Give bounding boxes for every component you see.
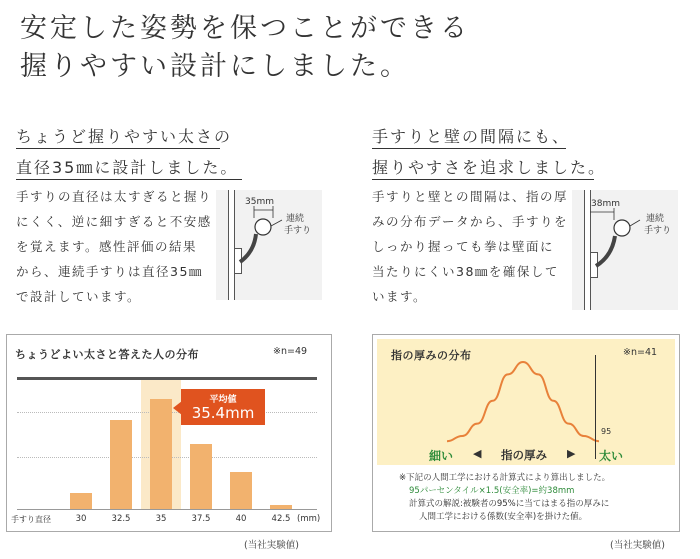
left-dimension-label: 35mm xyxy=(245,197,274,207)
right-underline-2 xyxy=(372,179,594,180)
average-value: 35.4mm xyxy=(191,404,255,422)
distribution-curve xyxy=(447,362,599,441)
right-credit: (当社実験値) xyxy=(610,540,665,551)
chart-title: ちょうどよい太さと答えた人の分布 xyxy=(15,348,199,361)
left-body-line: から、連続手すりは直径35㎜ xyxy=(16,264,203,279)
left-subheading-1: ちょうど握りやすい太さの xyxy=(16,127,233,146)
axis-label: 指の厚み xyxy=(501,448,547,462)
formula-note-1: ※下記の人間工学における計算式により算出しました。 xyxy=(399,473,611,483)
left-handrail-label-1: 連続 xyxy=(286,214,305,224)
headline-line2: 握りやすい設計にしました。 xyxy=(20,51,410,82)
formula-note-4: 人間工学における係数(安全率)を掛けた値。 xyxy=(419,512,588,522)
right-arrow-icon: ▶ xyxy=(567,447,576,460)
sample-size-label: ※n=41 xyxy=(623,347,658,358)
left-handrail-figure xyxy=(216,190,322,300)
right-subheading-1: 手すりと壁の間隔にも、 xyxy=(372,127,571,146)
headline-line1: 安定した姿勢を保つことができる xyxy=(20,13,470,44)
right-body-text xyxy=(372,184,568,309)
left-handrail-label-2: 手すり xyxy=(284,226,312,236)
diameter-distribution-chart xyxy=(6,334,332,532)
chart-title: 指の厚みの分布 xyxy=(391,349,472,362)
x-tick-40: 40 xyxy=(235,514,247,524)
left-body-line: にくく、逆に細すぎると不安感 xyxy=(16,214,212,229)
handrail-drawing xyxy=(572,190,678,310)
right-dimension-label: 38mm xyxy=(591,199,620,209)
right-handrail-label-2: 手すり xyxy=(644,226,672,236)
formula-note-2: 95パーセンタイル×1.5(安全率)=約38mm xyxy=(409,486,575,496)
left-credit: (当社実験値) xyxy=(244,540,299,551)
thin-label: 細い xyxy=(429,449,454,463)
x-tick-42.5: 42.5 xyxy=(271,514,291,524)
bar-40 xyxy=(230,472,252,509)
right-body-line: 当たりにくい38㎜を確保して xyxy=(372,264,559,279)
right-body-line: みの分布データから、手すりを xyxy=(372,214,569,229)
right-body-line: います。 xyxy=(372,289,428,304)
x-tick-37.5: 37.5 xyxy=(191,514,211,524)
finger-thickness-chart xyxy=(372,334,680,532)
right-underline-1 xyxy=(372,148,566,149)
x-axis-prefix: 手すり直径 xyxy=(11,515,51,524)
thick-label: 太い xyxy=(599,449,624,463)
left-arrow-icon: ◀ xyxy=(473,447,482,460)
left-subheading-2: 直径35㎜に設計しました。 xyxy=(16,158,239,177)
left-body-line: で設計しています。 xyxy=(16,289,142,304)
x-tick-35: 35 xyxy=(155,514,167,524)
left-body-line: 手すりの直径は太すぎると握り xyxy=(16,189,213,204)
left-underline-1 xyxy=(16,148,220,149)
right-body-line: 手すりと壁との間隔は、指の厚 xyxy=(372,189,569,204)
x-axis-ticks xyxy=(17,514,317,526)
average-callout xyxy=(181,389,265,425)
average-label: 平均値 xyxy=(209,395,237,405)
x-tick-30: 30 xyxy=(75,514,87,524)
formula-note-3: 計算式の解説:被験者の95%に当てはまる指の厚みに xyxy=(409,499,610,509)
left-body-line: を覚えます。感性評価の結果 xyxy=(16,239,198,254)
bar-37.5 xyxy=(190,444,212,509)
sample-size-label: ※n=49 xyxy=(273,346,308,357)
bar-32.5 xyxy=(110,420,132,509)
percentile-marker-line xyxy=(595,355,596,459)
x-axis-unit: (mm) xyxy=(297,514,321,524)
right-handrail-figure xyxy=(572,190,678,310)
x-tick-32.5: 32.5 xyxy=(111,514,131,524)
percentile-marker-label: 95 xyxy=(601,427,612,436)
bar-35 xyxy=(150,399,172,509)
left-underline-2 xyxy=(16,179,242,180)
right-handrail-label-1: 連続 xyxy=(646,214,665,224)
bar-30 xyxy=(70,493,92,509)
bar-42.5 xyxy=(270,505,292,509)
right-body-line: しっかり握っても拳は壁面に xyxy=(372,239,555,254)
bar-plot-area xyxy=(17,380,317,510)
baseline xyxy=(17,509,317,510)
right-subheading-2: 握りやすさを追求しました。 xyxy=(372,158,607,177)
curve-panel xyxy=(377,339,675,465)
left-body-text xyxy=(16,184,212,309)
